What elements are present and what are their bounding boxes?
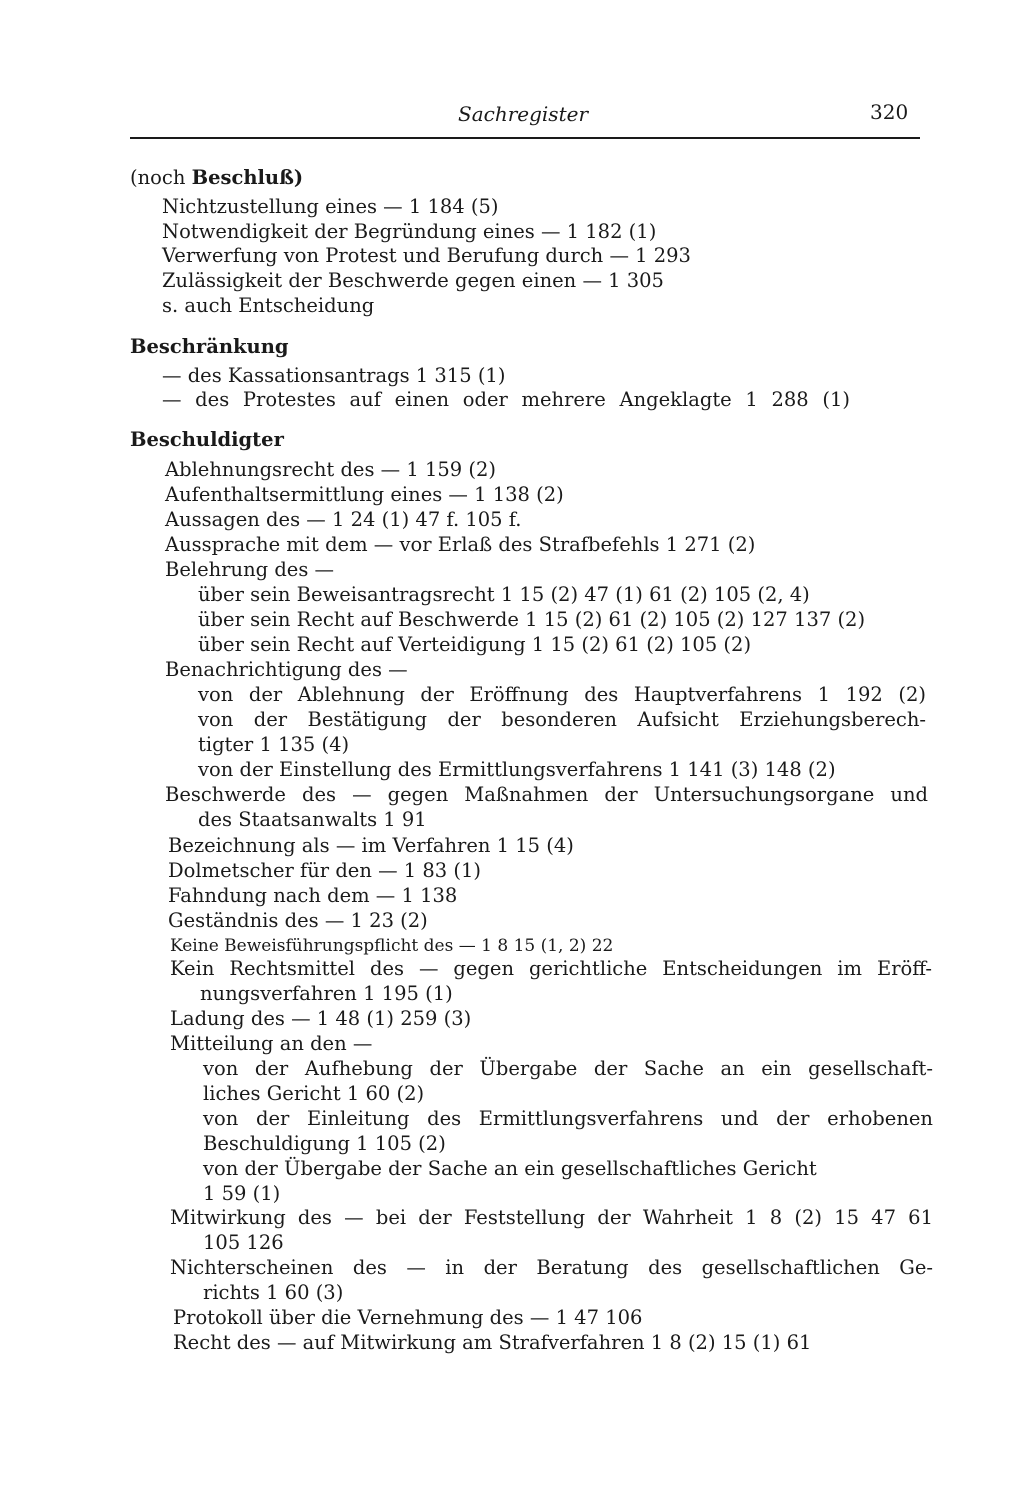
index-subentry: von der Aufhebung der Übergabe der Sache an ein gesellschaft- [203, 1057, 933, 1080]
index-subentry: Beschuldigung 1 105 (2) [203, 1132, 446, 1155]
index-entry: Zulässigkeit der Beschwerde gegen einen — 1 305 [162, 269, 664, 292]
index-heading: Beschränkung [130, 335, 289, 358]
continuation-heading [130, 166, 303, 190]
index-entry: s. auch Entscheidung [162, 294, 375, 317]
index-heading: Beschuldigter [130, 428, 284, 451]
index-entry: Kein Rechtsmittel des — gegen gerichtliche Entscheidungen im Eröff- [170, 957, 932, 980]
index-subentry: über sein Recht auf Beschwerde 1 15 (2) 61 (2) 105 (2) 127 137 (2) [198, 608, 866, 631]
index-subentry: über sein Recht auf Verteidigung 1 15 (2) 61 (2) 105 (2) [198, 633, 752, 656]
index-entry: Mitteilung an den — [170, 1032, 373, 1055]
running-header-title: Sachregister [458, 102, 588, 126]
index-entry: — des Protestes auf einen oder mehrere Angeklagte 1 288 (1) [162, 388, 850, 411]
index-entry: Bezeichnung als — im Verfahren 1 15 (4) [168, 834, 574, 857]
index-subentry: von der Übergabe der Sache an ein gesellschaftliches Gericht [203, 1157, 817, 1180]
page-number: 320 [870, 100, 909, 124]
index-entry: — des Kassationsantrags 1 315 (1) [162, 364, 506, 387]
index-entry: Beschwerde des — gegen Maßnahmen der Untersuchungsorgane und [165, 783, 928, 806]
index-entry: Nichtzustellung eines — 1 184 (5) [162, 195, 499, 218]
index-entry: Aussagen des — 1 24 (1) 47 f. 105 f. [165, 508, 522, 531]
index-entry: Benachrichtigung des — [165, 658, 408, 681]
index-subentry: liches Gericht 1 60 (2) [203, 1082, 425, 1105]
index-entry: Verwerfung von Protest und Berufung durch — 1 293 [162, 244, 691, 267]
index-subentry: von der Einleitung des Ermittlungsverfahrens und der erhobenen [203, 1107, 933, 1130]
index-entry: Ladung des — 1 48 (1) 259 (3) [170, 1007, 472, 1030]
index-subentry: von der Einstellung des Ermittlungsverfahrens 1 141 (3) 148 (2) [198, 758, 836, 781]
index-entry: Nichterscheinen des — in der Beratung des gesellschaftlichen Ge- [170, 1256, 933, 1279]
index-subentry: von der Bestätigung der besonderen Aufsicht Erziehungsberech- [198, 708, 926, 731]
index-entry: Protokoll über die Vernehmung des — 1 47 106 [173, 1306, 643, 1329]
index-entry: Keine Beweisführungspflicht des — 1 8 15 (1, 2) 22 [170, 936, 614, 956]
index-entry-continuation: richts 1 60 (3) [203, 1281, 344, 1304]
header-rule [130, 137, 920, 139]
index-entry-continuation: nungsverfahren 1 195 (1) [200, 982, 453, 1005]
index-subentry: des Staatsanwalts 1 91 [198, 808, 427, 831]
index-entry: Aussprache mit dem — vor Erlaß des Strafbefehls 1 271 (2) [165, 533, 756, 556]
index-entry: Dolmetscher für den — 1 83 (1) [168, 859, 482, 882]
index-subentry: über sein Beweisantragsrecht 1 15 (2) 47 (1) 61 (2) 105 (2, 4) [198, 583, 810, 606]
index-entry: Belehrung des — [165, 558, 335, 581]
index-entry: Recht des — auf Mitwirkung am Strafverfahren 1 8 (2) 15 (1) 61 [173, 1331, 812, 1354]
index-entry-continuation: 105 126 [203, 1231, 284, 1254]
index-subentry: tigter 1 135 (4) [198, 733, 350, 756]
index-entry: Aufenthaltsermittlung eines — 1 138 (2) [165, 483, 564, 506]
index-entry: Notwendigkeit der Begründung eines — 1 182 (1) [162, 220, 657, 243]
continuation-term: Beschluß) [191, 166, 304, 189]
index-subentry: 1 59 (1) [203, 1182, 281, 1205]
index-entry: Ablehnungsrecht des — 1 159 (2) [165, 458, 497, 481]
index-subentry: von der Ablehnung der Eröffnung des Hauptverfahrens 1 192 (2) [198, 683, 926, 706]
index-entry: Fahndung nach dem — 1 138 [168, 884, 458, 907]
index-entry: Mitwirkung des — bei der Feststellung der Wahrheit 1 8 (2) 15 47 61 [170, 1206, 933, 1229]
index-entry: Geständnis des — 1 23 (2) [168, 909, 428, 932]
continuation-prefix: (noch [130, 166, 192, 189]
